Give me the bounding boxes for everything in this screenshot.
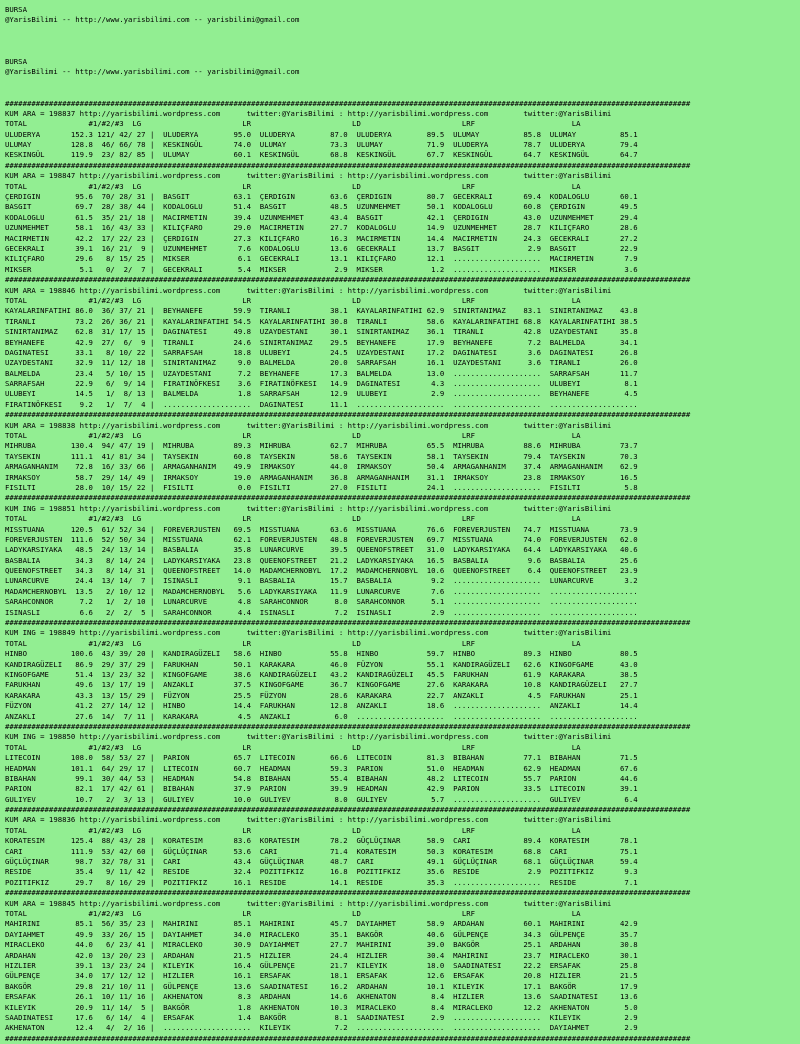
table-row: ULUBEYI 14.5 1/ 8/ 13 | BALMELDA 1.8 SARRAFSAH 12.9 ULUBEYI 2.9 .................... BEYHANEFE 4.5 bbox=[5, 389, 638, 399]
table-row: UZAYDESTANI 32.9 11/ 12/ 18 | SINIRTANIMAZ 9.0 BALMELDA 20.0 SARRAFSAH 16.1 UZAYDESTANI 3.6 TIRANLI 26.0 bbox=[5, 358, 638, 368]
section-separator: ############################################################################################################################################################ bbox=[5, 1033, 691, 1043]
table-row: KARAKARA 43.3 13/ 15/ 29 | FÜZYON 25.5 FÜZYON 28.6 KARAKARA 22.7 ANZAKLI 4.5 FARUKHAN 25.1 bbox=[5, 690, 638, 700]
section-title: KUM ING = 198850 http://yarisbilimi.wordpress.com twitter:@YarisBilimi : http://yarisbilimi.wordpress.com twitter:@YarisBilimi bbox=[5, 732, 612, 742]
section-title: KUM ARA = 198847 http://yarisbilimi.wordpress.com twitter:@YarisBilimi : http://yarisbilimi.wordpress.com twitter:@YarisBilimi bbox=[5, 171, 612, 181]
table-row: TIRANLI 73.2 26/ 36/ 21 | KAYALARINFATIHI 54.5 KAYALARINFATIHI 30.8 TIRANLI 58.6 KAYALARINFATIHI 68.8 KAYALARINFATIHI 38.5 bbox=[5, 316, 638, 326]
race-section bbox=[5, 899, 800, 1044]
table-row: KODALOGLU 61.5 35/ 21/ 18 | MACIRMETIN 39.4 UZUNMEHMET 43.4 BASGIT 42.1 ÇERDIGIN 43.0 UZUNMEHMET 29.4 bbox=[5, 212, 638, 222]
section-separator: ############################################################################################################################################################ bbox=[5, 275, 691, 285]
race-section bbox=[5, 286, 800, 421]
table-row: MACIRMETIN 42.2 17/ 22/ 23 | ÇERDIGIN 27.3 KILIÇFARO 16.3 MACIRMETIN 14.4 MACIRMETIN 24.3 GECEKRALI 27.2 bbox=[5, 233, 638, 243]
table-row: BIBAHAN 99.1 30/ 44/ 53 | HEADMAN 54.8 BIBAHAN 55.4 BIBAHAN 48.2 LITECOIN 55.7 PARION 44.6 bbox=[5, 773, 638, 783]
table-row: IRMAKSOY 58.7 29/ 14/ 49 | IRMAKSOY 19.0 ARMAGANHANIM 36.8 ARMAGANHANIM 31.1 IRMAKSOY 23.8 IRMAKSOY 16.5 bbox=[5, 472, 638, 482]
table-row: DAGINATESI 33.1 8/ 10/ 22 | SARRAFSAH 18.8 ULUBEYI 24.5 UZAYDESTANI 17.2 DAGINATESI 3.6 DAGINATESI 26.8 bbox=[5, 347, 638, 357]
table-row: FÜZYON 41.2 27/ 14/ 12 | HINBO 14.4 FARUKHAN 12.8 ANZAKLI 18.6 .................... ANZAKLI 14.4 bbox=[5, 701, 638, 711]
table-row: ISINASLI 6.6 2/ 2/ 5 | SARAHCONNOR 4.4 ISINASLI 7.2 ISINASLI 2.9 .................... .................... bbox=[5, 607, 638, 617]
section-title: KUM ARA = 198846 http://yarisbilimi.wordpress.com twitter:@YarisBilimi : http://yarisbilimi.wordpress.com twitter:@YarisBilimi bbox=[5, 285, 612, 295]
section-title: KUM ARA = 198838 http://yarisbilimi.wordpress.com twitter:@YarisBilimi : http://yarisbilimi.wordpress.com twitter:@YarisBilimi bbox=[5, 420, 612, 430]
table-row: KILEYIK 20.9 11/ 14/ 5 | BAKGÖR 1.8 AKHENATON 10.3 MIRACLEKO 8.4 MIRACLEKO 12.2 AKHENATON 5.0 bbox=[5, 1002, 638, 1012]
blank-line bbox=[5, 88, 800, 98]
table-row: CARI 111.9 53/ 42/ 60 | GÜÇLÜÇINAR 53.6 CARI 71.4 KORATESIM 50.3 KORATESIM 68.8 CARI 75.1 bbox=[5, 846, 638, 856]
section-separator: ############################################################################################################################################################ bbox=[5, 805, 691, 815]
race-section bbox=[5, 109, 800, 171]
document-header bbox=[5, 5, 800, 99]
table-row: GÜLPENÇE 34.0 17/ 12/ 12 | HIZLIER 16.1 ERSAFAK 18.1 ERSAFAK 12.6 ERSAFAK 20.8 HIZLIER 21.5 bbox=[5, 971, 638, 981]
column-headers: TOTAL #1/#2/#3 LG LR LD LRF LA bbox=[5, 119, 581, 129]
table-row: LUNARCURVE 24.4 13/ 14/ 7 | ISINASLI 9.1 BASBALIA 15.7 BASBALIA 9.2 .................... LUNARCURVE 3.2 bbox=[5, 576, 638, 586]
table-row: BEYHANEFE 42.9 27/ 6/ 9 | TIRANLI 24.6 SINIRTANIMAZ 29.5 BEYHANEFE 17.9 BEYHANEFE 7.2 BALMELDA 34.1 bbox=[5, 337, 638, 347]
table-row: KANDIRAGÜZELI 86.9 29/ 37/ 29 | FARUKHAN 50.1 KARAKARA 46.0 FÜZYON 55.1 KANDIRAGÜZELI 62.6 KINGOFGAME 43.0 bbox=[5, 659, 638, 669]
column-headers: TOTAL #1/#2/#3 LG LR LD LRF LA bbox=[5, 638, 581, 648]
table-row: ANZAKLI 27.6 14/ 7/ 11 | KARAKARA 4.5 ANZAKLI 6.0 .................... .................... .................... bbox=[5, 711, 638, 721]
table-row: KINGOFGAME 51.4 13/ 23/ 32 | KINGOFGAME 38.6 KANDIRAGÜZELI 43.2 KANDIRAGÜZELI 45.5 FARUKHAN 61.9 KARAKARA 38.5 bbox=[5, 670, 638, 679]
header-line: BURSA bbox=[5, 5, 27, 14]
table-row: GECEKRALI 39.1 16/ 21/ 9 | UZUNMEHMET 7.6 KODALOGLU 13.6 GECEKRALI 13.7 BASGIT 2.9 BASGIT 22.9 bbox=[5, 243, 638, 253]
header-line: @YarisBilimi -- http://www.yarisbilimi.com -- yarisbilimi@gmail.com bbox=[5, 15, 300, 25]
column-headers: TOTAL #1/#2/#3 LG LR LD LRF LA bbox=[5, 825, 581, 835]
table-row: ULUDERYA 152.3 121/ 42/ 27 | ULUDERYA 95.0 ULUDERYA 87.0 ULUDERYA 89.5 ULUMAY 85.8 ULUMAY 85.1 bbox=[5, 129, 638, 139]
race-section bbox=[5, 171, 800, 285]
blank-line bbox=[5, 47, 800, 57]
table-row: FOREVERJUSTEN 111.6 52/ 50/ 34 | MISSTUANA 62.1 FOREVERJUSTEN 48.8 FOREVERJUSTEN 69.7 MISSTUANA 74.0 FOREVERJUSTEN 62.0 bbox=[5, 534, 638, 544]
table-row: FARUKHAN 49.6 13/ 17/ 19 | ANZAKLI 37.5 KINGOFGAME 36.7 KINGOFGAME 27.6 KARAKARA 10.8 KANDIRAGÜZELI 27.7 bbox=[5, 680, 638, 690]
table-row: MAHIRINI 85.1 56/ 35/ 23 | MAHIRINI 85.1 MAHIRINI 45.7 DAYIAHMET 58.9 ARDAHAN 60.1 MAHIRINI 42.9 bbox=[5, 919, 638, 929]
top-separator: ############################################################################################################################################################ bbox=[5, 98, 691, 108]
table-row: UZUNMEHMET 58.1 16/ 43/ 33 | KILIÇFARO 29.0 MACIRMETIN 27.7 KODALOGLU 14.9 UZUNMEHMET 28.7 KILIÇFARO 28.6 bbox=[5, 223, 638, 233]
table-row: ARMAGANHANIM 72.8 16/ 33/ 66 | ARMAGANHANIM 49.9 IRMAKSOY 44.0 IRMAKSOY 50.4 ARMAGANHANIM 37.4 ARMAGANHANIM 62.9 bbox=[5, 462, 638, 472]
section-title: KUM ARA = 198845 http://yarisbilimi.wordpress.com twitter:@YarisBilimi : http://yarisbilimi.wordpress.com twitter:@YarisBilimi bbox=[5, 898, 612, 908]
race-section bbox=[5, 421, 800, 504]
blank-line bbox=[5, 26, 800, 36]
section-separator: ############################################################################################################################################################ bbox=[5, 888, 691, 898]
race-section bbox=[5, 732, 800, 815]
section-title: KUM ING = 198849 http://yarisbilimi.wordpress.com twitter:@YarisBilimi : http://yarisbilimi.wordpress.com twitter:@YarisBilimi bbox=[5, 628, 612, 638]
table-row: HEADMAN 101.1 64/ 29/ 17 | LITECOIN 60.7 HEADMAN 59.3 PARION 51.0 HEADMAN 62.9 HEADMAN 67.6 bbox=[5, 763, 638, 773]
section-separator: ############################################################################################################################################################ bbox=[5, 618, 691, 628]
table-row: SARRAFSAH 22.9 6/ 9/ 14 | FIRATINÖFKESI 3.6 FIRATINÖFKESI 14.9 DAGINATESI 4.3 .................... ULUBEYI 8.1 bbox=[5, 379, 638, 389]
table-row: AKHENATON 12.4 4/ 2/ 16 | .................... KILEYIK 7.2 .................... .................... DAYIAHMET 2.9 bbox=[5, 1023, 638, 1033]
column-headers: TOTAL #1/#2/#3 LG LR LD LRF LA bbox=[5, 295, 581, 305]
table-row: SAADINATESI 17.6 6/ 14/ 4 | ERSAFAK 1.4 BAKGÖR 8.1 SAADINATESI 2.9 .................... KILEYIK 2.9 bbox=[5, 1012, 638, 1022]
race-section bbox=[5, 504, 800, 629]
column-headers: TOTAL #1/#2/#3 LG LR LD LRF LA bbox=[5, 908, 581, 918]
table-row: GULIYEV 10.7 2/ 3/ 13 | GULIYEV 10.0 GULIYEV 8.0 GULIYEV 5.7 .................... GULIYEV 6.4 bbox=[5, 794, 638, 804]
blank-line bbox=[5, 36, 800, 46]
section-title: KUM ARA = 198836 http://yarisbilimi.wordpress.com twitter:@YarisBilimi : http://yarisbilimi.wordpress.com twitter:@YarisBilimi bbox=[5, 815, 612, 825]
table-row: ARDAHAN 42.0 13/ 20/ 23 | ARDAHAN 21.5 HIZLIER 24.4 HIZLIER 30.4 MAHIRINI 23.7 MIRACLEKO 30.1 bbox=[5, 950, 638, 960]
table-row: MIRACLEKO 44.0 6/ 23/ 41 | MIRACLEKO 30.9 DAYIAHMET 27.7 MAHIRINI 39.0 BAKGÖR 25.1 ARDAHAN 30.8 bbox=[5, 940, 638, 950]
column-headers: TOTAL #1/#2/#3 LG LR LD LRF LA bbox=[5, 181, 581, 191]
table-row: BAKGÖR 29.8 21/ 10/ 11 | GÜLPENÇE 13.6 SAADINATESI 16.2 ARDAHAN 10.1 KILEYIK 17.1 BAKGÖR 17.9 bbox=[5, 981, 638, 991]
blank-line bbox=[5, 78, 800, 88]
table-row: ERSAFAK 26.1 10/ 11/ 16 | AKHENATON 8.3 ARDAHAN 14.6 AKHENATON 8.4 HIZLIER 13.6 SAADINATESI 13.6 bbox=[5, 992, 638, 1002]
table-row: KESKINGÜL 119.9 23/ 82/ 85 | ULUMAY 60.1 KESKINGÜL 68.8 KESKINGÜL 67.7 KESKINGÜL 64.7 KESKINGÜL 64.7 bbox=[5, 150, 638, 160]
table-row: KILIÇFARO 29.6 8/ 15/ 25 | MIKSER 6.1 GECEKRALI 13.1 KILIÇFARO 12.1 .................... MACIRMETIN 7.9 bbox=[5, 254, 638, 264]
table-row: HINBO 100.6 43/ 39/ 20 | KANDIRAGÜZELI 58.6 HINBO 55.8 HINBO 59.7 HINBO 89.3 HINBO 80.5 bbox=[5, 649, 638, 659]
table-row: MISSTUANA 120.5 61/ 52/ 34 | FOREVERJUSTEN 69.5 MISSTUANA 63.6 MISSTUANA 76.6 FOREVERJUSTEN 74.7 MISSTUANA 73.9 bbox=[5, 524, 638, 534]
table-row: SARAHCONNOR 7.2 1/ 2/ 10 | LUNARCURVE 4.8 SARAHCONNOR 8.0 SARAHCONNOR 5.1 .................... .................... bbox=[5, 597, 638, 607]
table-row: KORATESIM 125.4 88/ 43/ 28 | KORATESIM 83.6 KORATESIM 78.2 GÜÇLÜÇINAR 58.9 CARI 89.4 KORATESIM 78.1 bbox=[5, 836, 638, 846]
table-row: ULUMAY 128.8 46/ 66/ 78 | KESKINGÜL 74.0 ULUMAY 73.3 ULUMAY 71.9 ULUDERYA 78.7 ULUDERYA 79.4 bbox=[5, 140, 638, 150]
column-headers: TOTAL #1/#2/#3 LG LR LD LRF LA bbox=[5, 431, 581, 441]
header-line: @YarisBilimi -- http://www.yarisbilimi.com -- yarisbilimi@gmail.com bbox=[5, 67, 300, 77]
table-row: LADYKARSIYAKA 48.5 24/ 13/ 14 | BASBALIA 35.8 LUNARCURVE 39.5 QUEENOFSTREET 31.0 LADYKARSIYAKA 64.4 LADYKARSIYAKA 40.6 bbox=[5, 545, 638, 555]
table-row: SINIRTANIMAZ 62.8 31/ 17/ 15 | DAGINATESI 49.8 UZAYDESTANI 30.1 SINIRTANIMAZ 36.1 TIRANLI 42.8 UZAYDESTANI 35.8 bbox=[5, 327, 638, 337]
section-separator: ############################################################################################################################################################ bbox=[5, 493, 691, 503]
section-separator: ############################################################################################################################################################ bbox=[5, 721, 691, 731]
table-row: RESIDE 35.4 9/ 11/ 42 | RESIDE 32.4 POZITIFKIZ 16.8 POZITIFKIZ 35.6 RESIDE 2.9 POZITIFKIZ 9.3 bbox=[5, 867, 638, 877]
section-separator: ############################################################################################################################################################ bbox=[5, 410, 691, 420]
table-row: BASBALIA 34.3 8/ 14/ 24 | LADYKARSIYAKA 23.8 QUEENOFSTREET 21.2 LADYKARSIYAKA 16.5 BASBALIA 9.6 BASBALIA 25.6 bbox=[5, 555, 638, 565]
race-section bbox=[5, 815, 800, 898]
column-headers: TOTAL #1/#2/#3 LG LR LD LRF LA bbox=[5, 742, 581, 752]
table-row: BALMELDA 23.4 5/ 10/ 15 | UZAYDESTANI 7.2 BEYHANEFE 17.3 BALMELDA 13.0 .................... SARRAFSAH 11.7 bbox=[5, 368, 638, 378]
table-row: DAYIAHMET 49.9 33/ 26/ 15 | DAYIAHMET 34.0 MIRACLEKO 35.1 BAKGÖR 40.6 GÜLPENÇE 34.3 GÜLPENÇE 35.7 bbox=[5, 929, 638, 939]
table-row: FIRATINÖFKESI 9.2 1/ 7/ 4 | .................... DAGINATESI 11.1 .................... .................... .................... bbox=[5, 399, 638, 409]
table-row: FISILTI 28.0 10/ 15/ 22 | FISILTI 0.0 FISILTI 27.0 FISILTI 24.1 .................... FISILTI 5.8 bbox=[5, 482, 638, 492]
table-row: LITECOIN 108.0 58/ 53/ 27 | PARION 65.7 LITECOIN 66.6 LITECOIN 81.3 BIBAHAN 77.1 BIBAHAN 71.5 bbox=[5, 753, 638, 763]
column-headers: TOTAL #1/#2/#3 LG LR LD LRF LA bbox=[5, 514, 581, 524]
table-row: PARION 82.1 17/ 42/ 61 | BIBAHAN 37.9 PARION 39.9 HEADMAN 42.9 PARION 33.5 LITECOIN 39.1 bbox=[5, 784, 638, 794]
race-section bbox=[5, 628, 800, 732]
table-row: BASGIT 69.7 28/ 38/ 44 | KODALOGLU 51.4 BASGIT 48.5 UZUNMEHMET 50.1 KODALOGLU 60.8 ÇERDIGIN 49.5 bbox=[5, 202, 638, 212]
section-title: KUM ARA = 198837 http://yarisbilimi.wordpress.com twitter:@YarisBilimi : http://yarisbilimi.wordpress.com twitter:@YarisBilimi bbox=[5, 108, 612, 118]
race-sections bbox=[5, 109, 800, 1044]
table-row: MIHRUBA 130.4 94/ 47/ 19 | MIHRUBA 89.3 MIHRUBA 62.7 MIHRUBA 65.5 MIHRUBA 88.6 MIHRUBA 73.7 bbox=[5, 441, 638, 451]
header-line: BURSA bbox=[5, 56, 27, 66]
table-row: QUEENOFSTREET 34.3 8/ 14/ 31 | QUEENOFSTREET 14.0 MADAMCHERNOBYL 17.2 MADAMCHERNOBYL 10.6 QUEENOFSTREET 6.4 QUEENOFSTREET 23.9 bbox=[5, 566, 638, 576]
table-row: KAYALARINFATIHI 86.0 36/ 37/ 21 | BEYHANEFE 59.9 TIRANLI 38.1 KAYALARINFATIHI 62.9 SINIRTANIMAZ 83.1 SINIRTANIMAZ 43.8 bbox=[5, 306, 638, 316]
table-row: GÜÇLÜÇINAR 98.7 32/ 78/ 31 | CARI 43.4 GÜÇLÜÇINAR 48.7 CARI 49.1 GÜÇLÜÇINAR 68.1 GÜÇLÜÇINAR 59.4 bbox=[5, 857, 638, 867]
table-row: ÇERDIGIN 95.6 70/ 28/ 31 | BASGIT 63.1 ÇERDIGIN 63.6 ÇERDIGIN 80.7 GECEKRALI 69.4 KODALOGLU 60.1 bbox=[5, 192, 638, 202]
table-row: MIKSER 5.1 0/ 2/ 7 | GECEKRALI 5.4 MIKSER 2.9 MIKSER 1.2 .................... MIKSER 3.6 bbox=[5, 264, 638, 274]
section-title: KUM ING = 198851 http://yarisbilimi.wordpress.com twitter:@YarisBilimi : http://yarisbilimi.wordpress.com twitter:@YarisBilimi bbox=[5, 503, 612, 513]
section-separator: ############################################################################################################################################################ bbox=[5, 160, 691, 170]
table-row: HIZLIER 39.1 13/ 23/ 24 | KILEYIK 16.4 GÜLPENÇE 21.7 KILEYIK 18.0 SAADINATESI 22.2 ERSAFAK 25.8 bbox=[5, 960, 638, 970]
table-row: TAYSEKIN 111.1 41/ 81/ 34 | TAYSEKIN 60.8 TAYSEKIN 58.6 TAYSEKIN 58.1 TAYSEKIN 79.4 TAYSEKIN 70.3 bbox=[5, 451, 638, 461]
table-row: POZITIFKIZ 29.7 8/ 16/ 29 | POZITIFKIZ 16.1 RESIDE 14.1 RESIDE 35.3 .................... RESIDE 7.1 bbox=[5, 877, 638, 887]
table-row: MADAMCHERNOBYL 13.5 2/ 10/ 12 | MADAMCHERNOBYL 5.6 LADYKARSIYAKA 11.9 LUNARCURVE 7.6 .................... .................... bbox=[5, 586, 638, 596]
